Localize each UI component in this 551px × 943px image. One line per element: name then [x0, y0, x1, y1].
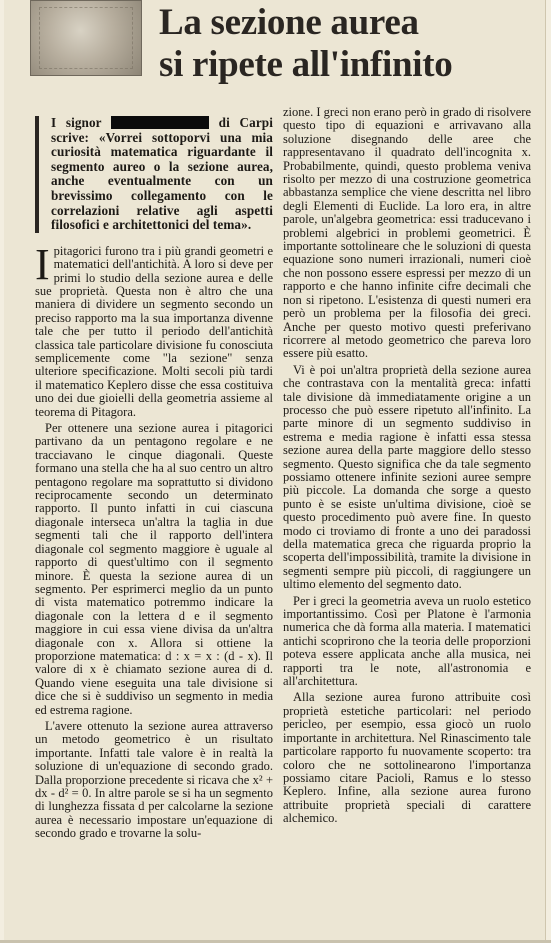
- title-line-1: La sezione aurea: [159, 2, 419, 43]
- paragraph: L'avere ottenuto la sezione aurea attraverso un metodo geometrico è un risultato importante. Infatti tale valore è in realtà la soluzione di un'equazione di secondo grado. Dalla proporzione precedente si ricava che x² + dx - d² = 0. In altre parole se si ha un segmento di lunghezza fissata d per calcolarne la sezione aurea è necessario impostare un'equazione di secondo grado e trovarne la solu-: [35, 718, 273, 841]
- author-photo: [30, 0, 142, 76]
- column-right: [283, 106, 531, 829]
- paragraph: Per i greci la geometria aveva un ruolo estetico importantissimo. Così per Platone è l'armonia numerica che dà forma alla materia. I matematici antichi scoprirono che la teoria delle proporzioni poteva essere applicata anche alla musica, nei rapporti tra le note, all'astronomia e all'architettura.: [283, 593, 531, 689]
- paragraph: Vi è poi un'altra proprietà della sezione aurea che contrastava con la mentalità greca: infatti tale divisione dà immediatamente origine a un processo che può essere ripetuto all'infinito. La parte minore di un segmento suddiviso in estrema e media ragione è infatti essa stessa sezione aurea della parte maggiore dello stesso segmento. Questo significa che da tale segmento possiamo ottenere infinite sezioni auree sempre più piccole. La domanda che sorge a questo punto è se esiste un'ultima divisione, cioè se questo procedimento può avere fine. In questo modo ci troviamo di fronte a uno dei paradossi della matematica greca che riguarda proprio la scoperta dell'impossibilità, tramite la divisione in segmenti sempre più piccoli, di raggiungere un ultimo elemento del segmento dato.: [283, 362, 531, 592]
- title-line-2: si ripete all'infinito: [159, 44, 453, 85]
- paragraph: Ipitagorici furono tra i più grandi geometri e matematici dell'antichità. A loro si deve per primi lo studio della sezione aurea e delle sue proprietà. Questa non è altro che una maniera di dividere un segmento secondo un preciso rapporto ma la sua importanza divenne tale che per tutto il periodo dell'antichità classica tale particolare divisione fu conosciuta semplicemente come "la sezione" senza ulteriore specificazione. Molti secoli più tardi il matematico Keplero disse che essa costituiva uno dei due gioielli della geometria assieme al teorema di Pitagora.: [35, 239, 273, 419]
- drop-cap: I: [35, 239, 50, 289]
- lead-text: di Carpi scrive: «Vorrei sottoporvi una mia curiosità matematica riguardante il segmento aureo o la sezione aurea, anche eventualmente con un brevissimo collegamento con le correlazioni relative agli aspetti filosofici e architettonici del tema».: [51, 115, 273, 233]
- lead-start: I signor: [51, 115, 102, 130]
- newspaper-clipping: [4, 0, 546, 941]
- paragraph: Per ottenere una sezione aurea i pitagorici partivano da un pentagono regolare e ne tracciavano le cinque diagonali. Queste formano una stella che ha al suo centro un altro pentagono regolare ma soprattutto si dividono reciprocamente secondo un determinato rapporto. Il punto infatti in cui ciascuna diagonale interseca un'altra la taglia in due segmenti tali che il rapporto dell'intera diagonale col segmento maggiore è uguale al rapporto di quest'ultimo con il segmento minore. È questa la sezione aurea di un segmento. Per esprimerci meglio da un punto di vista matematico potremmo indicare la diagonale con la lettera d e il segmento maggiore in cui essa viene divisa da un'altra diagonale con x. Allora si ottiene la proporzione matematica: d : x = x : (d - x). Il valore di x è chiamato sezione aurea di d. Quando viene eseguita una tale divisione si dice che si è suddiviso un segmento in media ed estrema ragione.: [35, 421, 273, 717]
- paragraph: zione. I greci non erano però in grado di risolvere questo tipo di equazioni e arrivavano alla soluzione disegnando delle aree che rappresentavano il quadrato dell'incognita x. Probabilmente, quindi, questo problema veniva risolto per mezzo di una costruzione geometrica abbastanza semplice che viene descritta nel libro degli Elementi di Euclide. La loro era, in altre parole, un'algebra geometrica: essi traducevano i problemi algebrici in problemi geometrici. È importante sottolineare che le soluzioni di questa equazione sono numeri irrazionali, numeri cioè che non possono essere espressi per mezzo di un rapporto e che hanno infinite cifre decimali che non si ripetono. L'esistenza di questi numeri era però un problema per la filosofia dei greci. Anche per questo motivo questi preferivano ricorrere al metodo geometrico che pareva loro essere più esatto.: [283, 105, 531, 361]
- column-left: [35, 116, 273, 844]
- paragraph: Alla sezione aurea furono attribuite così proprietà estetiche particolari: nel periodo pericleo, per esempio, essa giocò un ruolo importante in architettura. Nel Rinascimento tale particolare rapporto fu nuovamente scoperto: tra coloro che ne sottolinearono l'importanza possiamo citare Pacioli, Ramus e lo stesso Keplero. Infine, alla sezione aurea furono attribuite proprietà speciali di carattere alchemico.: [283, 690, 531, 826]
- redacted-name: [111, 116, 209, 129]
- article-title: [159, 2, 539, 86]
- reader-letter: [35, 116, 273, 233]
